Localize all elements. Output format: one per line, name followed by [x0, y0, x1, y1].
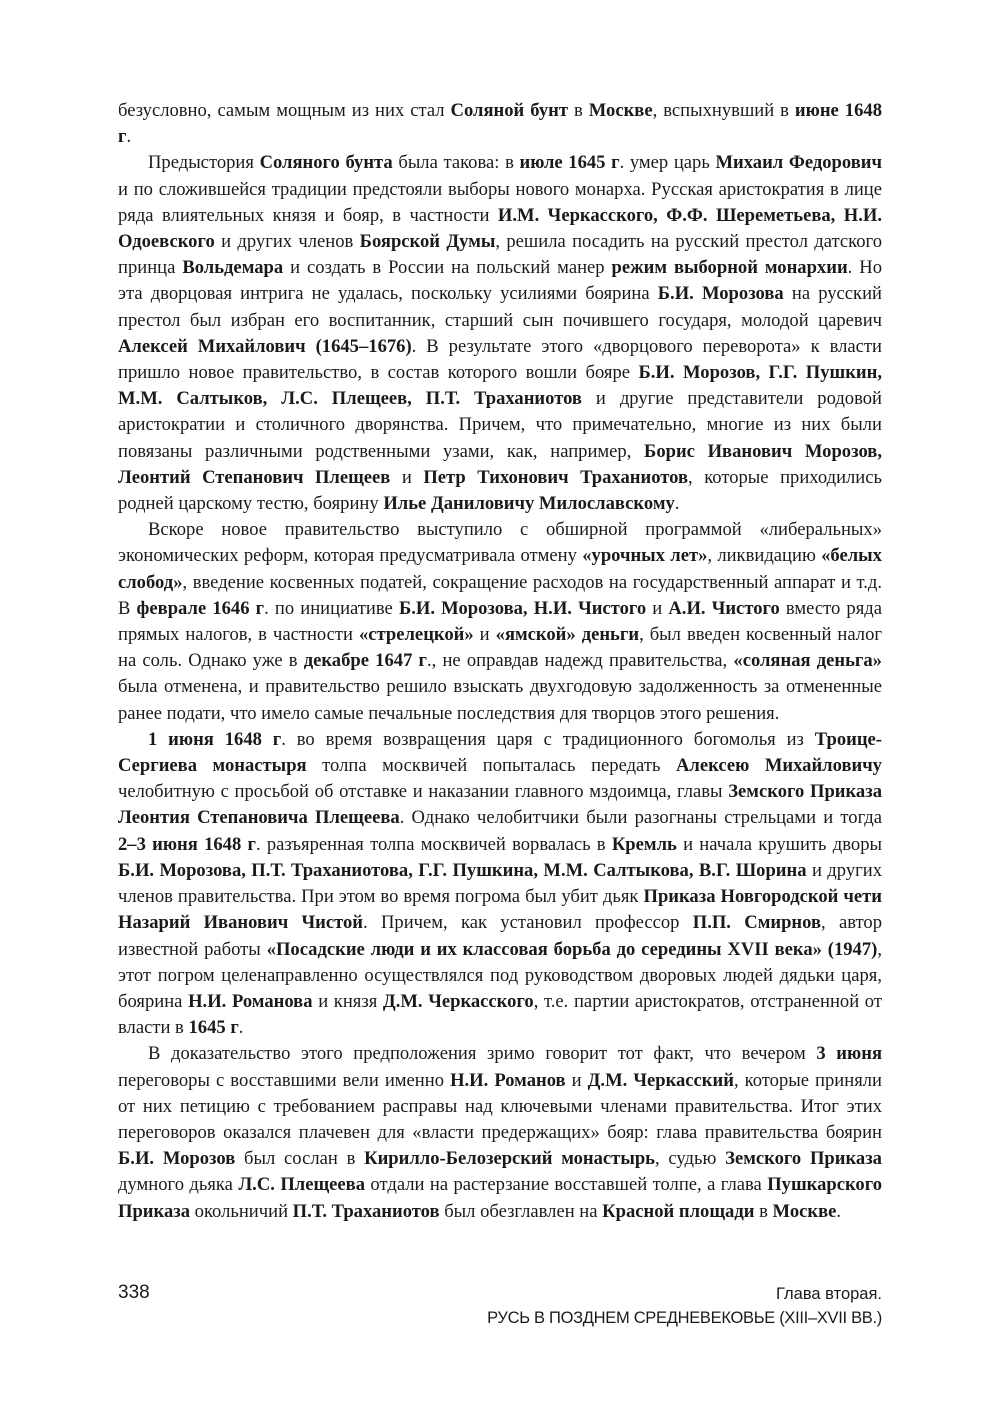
bold-term: 1 июня 1648 г: [148, 728, 282, 750]
text-run: .: [238, 1017, 244, 1039]
bold-term: «ямской» деньги: [495, 624, 640, 646]
text-run: , автор известной работы: [118, 912, 882, 960]
text-run: , был введен косвенный налог на соль. Однако уже в: [118, 624, 882, 672]
bold-term: Соляной бунт: [450, 100, 568, 121]
bold-term: «урочных лет»: [582, 545, 708, 567]
bold-term: Михаил Федорович: [715, 152, 882, 174]
bold-term: П.П. Смирнов: [692, 912, 821, 934]
paragraph: [118, 727, 882, 1041]
text-run: и других членов правительства. При этом во время погрома был убит дьяк: [118, 859, 882, 908]
text-run: В доказательство этого предположения зримо говорит тот факт, что вечером: [148, 1043, 817, 1065]
text-run: . умер царь: [619, 152, 716, 174]
text-run: и по сложившейся традиции предстояли выборы нового монарха. Русская аристократия в лице ряда влиятельных князя и бояр, в частности: [118, 178, 882, 226]
text-run: , т.е. партии аристократов, отстраненной от власти в: [118, 990, 882, 1039]
text-run: .: [126, 126, 132, 148]
bold-term: Б.И. Морозова: [657, 283, 784, 305]
text-run: , этот погром целенаправленно осуществлялся под руководством дворовых людей дядьки царя, боярина: [118, 938, 882, 1012]
text-run: .: [836, 1200, 842, 1222]
text-run: и создать в России на польский манер: [283, 257, 612, 279]
paragraph: [118, 98, 882, 150]
bold-term: Красной площади: [602, 1200, 755, 1222]
text-run: , вспыхнувший в: [652, 100, 795, 121]
text-run: и: [390, 466, 424, 488]
bold-term: П.Т. Траханиотов: [292, 1200, 440, 1222]
bold-term: «соляная деньга»: [733, 650, 882, 672]
bold-term: режим выборной монархии: [611, 257, 848, 279]
bold-term: «белых слобод»: [118, 545, 882, 593]
text-run: ., не оправдав надежд правительства,: [426, 650, 734, 672]
bold-term: Боярской Думы: [359, 231, 496, 253]
bold-term: Кремль: [611, 833, 677, 855]
bold-term: И.М. Черкасского, Ф.Ф. Шереметьева, Н.И. Одоевского: [118, 204, 882, 253]
text-run: . во время возвращения царя с традиционного богомолья из: [281, 728, 815, 750]
text-run: .: [674, 493, 680, 515]
bold-term: Борис Иванович Морозов, Леонтий Степанович Плещеев: [118, 440, 882, 488]
bold-term: Москве: [772, 1200, 837, 1222]
bold-term: Б.И. Морозов, Г.Г. Пушкин, М.М. Салтыков, Л.С. Плещеев, П.Т. Траханиотов: [118, 362, 882, 410]
text-run: и: [473, 624, 496, 646]
bold-term: Пушкарского Приказа: [118, 1174, 883, 1222]
page-number: 338: [118, 1282, 150, 1303]
text-run: толпа москвичей попыталась передать: [306, 755, 676, 777]
page-footer: [118, 1280, 882, 1350]
text-run: Вскоре новое правительство выступило с обширной программой «либеральных» экономических реформ, которая предусматривала отмену: [118, 519, 882, 567]
text-run: была такова: в: [392, 152, 520, 174]
text-run: безусловно, самым мощным из них стал: [118, 100, 451, 121]
bold-term: Земского Приказа Леонтия Степановича Плещеева: [118, 781, 882, 829]
bold-term: июне 1648 г: [118, 100, 882, 148]
bold-term: «стрелецкой»: [359, 624, 474, 646]
bold-term: Б.И. Морозова, П.Т. Траханиотова, Г.Г. Пушкина, М.М. Салтыкова, В.Г. Шорина: [118, 859, 807, 881]
bold-term: Д.М. Черкасского: [382, 990, 534, 1012]
text-run: челобитную с просьбой об отставке и наказании главного мздоимца, главы: [118, 781, 729, 803]
text-run: окольничий: [190, 1200, 293, 1222]
paragraph: [118, 1041, 882, 1224]
text-run: , которые приходились родней царскому тестю, боярину: [118, 466, 882, 515]
text-run: , введение косвенных податей, сокращение расходов на государственный аппарат и т.д. В: [118, 571, 882, 619]
text-run: вместо ряда прямых налогов, в частности: [118, 597, 882, 646]
bold-term: декабре 1647 г: [303, 650, 427, 672]
chapter-label: Глава вторая.: [776, 1285, 882, 1303]
bold-term: 1645 г: [188, 1017, 239, 1039]
text-run: и других членов: [214, 231, 360, 253]
text-run: и князя: [312, 990, 383, 1012]
text-run: была отменена, и правительство решило взыскать двухгодовую задолженность за отмененные ранее подати, что имело самые печальные последствия для творцов этого решения.: [118, 676, 882, 724]
bold-term: Алексей Михайлович (1645–1676): [118, 335, 412, 357]
text-run: , судью: [655, 1148, 726, 1170]
text-run: и начала крушить дворы: [676, 833, 882, 855]
paragraph: [118, 517, 882, 727]
text-run: в: [567, 100, 589, 121]
text-run: . Однако челобитчики были разогнаны стрельцами и тогда: [399, 807, 882, 829]
text-run: и: [646, 597, 669, 619]
text-run: переговоры с восставшими вели именно: [118, 1069, 451, 1091]
text-run: . В результате этого «дворцового переворота» к власти пришло новое правительство, в состав которого вошли бояре: [118, 335, 882, 384]
bold-term: Петр Тихонович Траханиотов: [423, 466, 689, 488]
bold-term: Б.И. Морозов: [118, 1148, 236, 1170]
bold-term: 2–3 июня 1648 г: [118, 833, 256, 855]
text-run: . Но эта дворцовая интрига не удалась, поскольку усилиями боярина: [118, 257, 882, 305]
chapter-title: РУСЬ В ПОЗДНЕМ СРЕДНЕВЕКОВЬЕ (XIII–XVII ВВ.): [487, 1309, 882, 1327]
bold-term: Д.М. Черкасский: [587, 1069, 734, 1091]
bold-term: Л.С. Плещеева: [238, 1174, 366, 1196]
text-run: и другие представители родовой аристократии и столичного дворянства. Причем, что примечательно, многие из них были повязаны различными родственными узами, как, например,: [118, 388, 882, 462]
bold-term: Кирилло-Белозерский монастырь: [364, 1148, 656, 1170]
bold-term: А.И. Чистого: [668, 597, 780, 619]
bold-term: «Посадские люди и их классовая борьба до середины XVII века» (1947): [266, 938, 878, 960]
bold-term: Москве: [588, 100, 653, 121]
text-run: отдали на растерзание восставшей толпе, а глава: [365, 1174, 768, 1196]
text-run: . по инициативе: [264, 597, 399, 619]
text-run: на русский престол был избран его воспитанник, старший сын почившего государя, молодой царевич: [118, 283, 882, 331]
bold-term: 3 июня: [816, 1043, 882, 1065]
bold-term: феврале 1646 г: [136, 597, 265, 619]
text-run: думного дьяка: [118, 1174, 239, 1196]
bold-term: Илье Даниловичу Милославскому: [383, 493, 675, 515]
text-run: , ликвидацию: [707, 545, 822, 567]
text-run: . разъяренная толпа москвичей ворвалась в: [255, 833, 612, 855]
text-run: . Причем, как установил профессор: [363, 912, 693, 934]
text-run: и: [565, 1069, 588, 1091]
text-run: в: [754, 1200, 773, 1222]
text-run: был обезглавлен на: [439, 1200, 603, 1222]
bold-term: Троице-Сергиева монастыря: [118, 728, 882, 777]
running-header: [487, 1282, 882, 1330]
bold-term: июле 1645 г: [519, 152, 620, 174]
text-run: , которые приняли от них петицию с требованием расправы над ключевыми членами правительства. Итог этих переговоров оказался плачевен для «власти предержащих» бояр: глава правительства боярин: [118, 1069, 882, 1143]
bold-term: Вольдемара: [182, 257, 284, 279]
bold-term: Н.И. Романова: [188, 990, 313, 1012]
bold-term: Приказа Новгородской чети Назарий Иванович Чистой: [118, 886, 882, 934]
bold-term: Алексею Михайловичу: [675, 755, 882, 777]
bold-term: Земского Приказа: [725, 1148, 882, 1170]
bold-term: Соляного бунта: [259, 152, 393, 174]
bold-term: Б.И. Морозова, Н.И. Чистого: [398, 597, 647, 619]
text-run: , решила посадить на русский престол датского принца: [118, 231, 882, 279]
text-run: был сослан в: [235, 1148, 365, 1170]
text-run: Предыстория: [148, 152, 260, 174]
paragraph: [118, 150, 882, 517]
page-body: [118, 98, 882, 1225]
bold-term: Н.И. Романов: [450, 1069, 566, 1091]
